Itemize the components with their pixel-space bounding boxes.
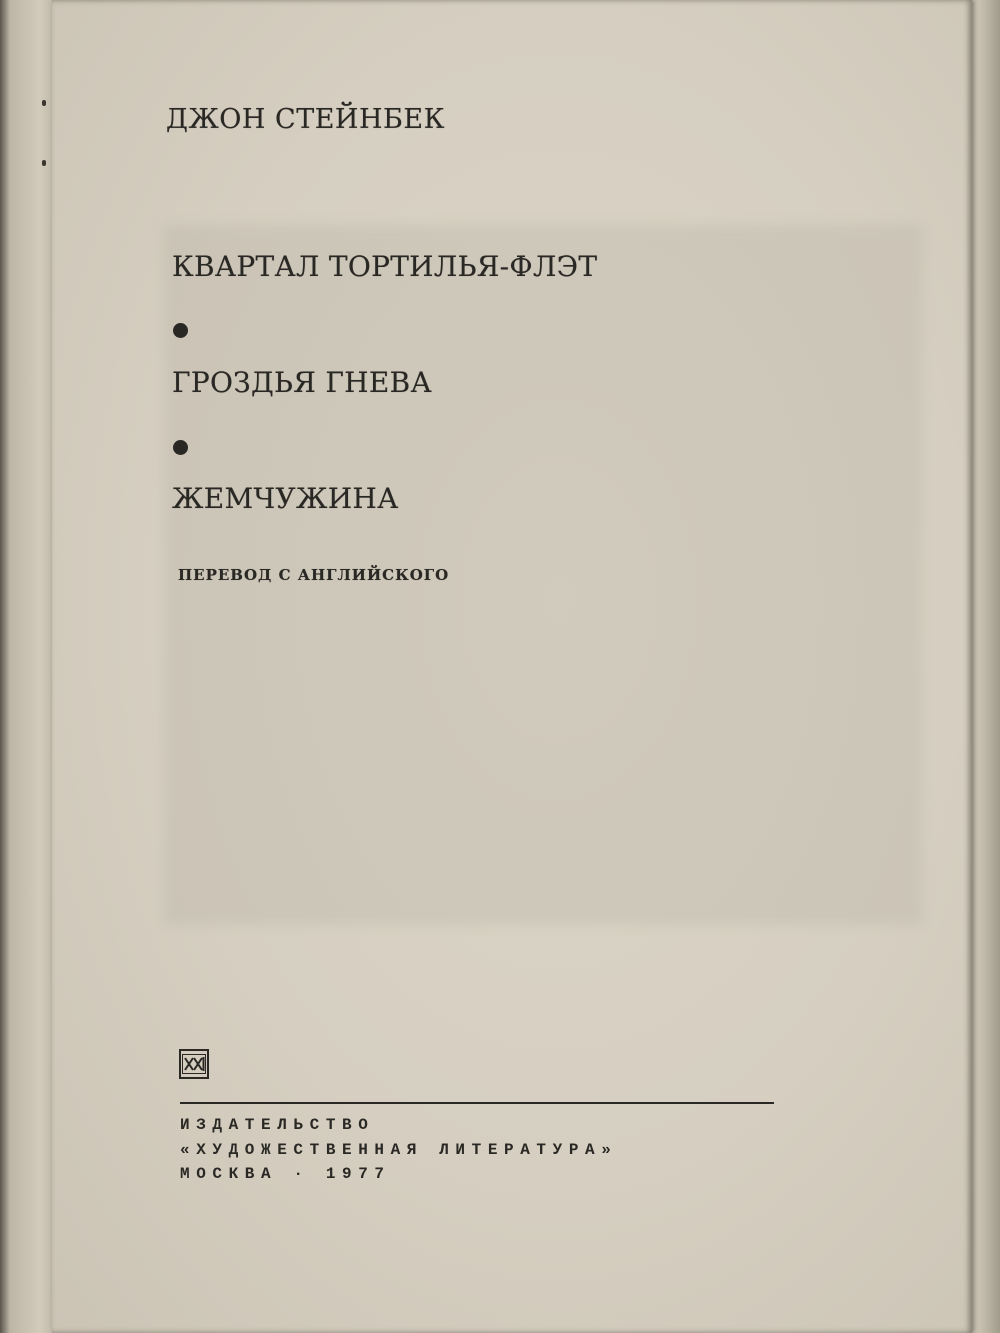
publisher-label: ИЗДАТЕЛЬСТВО (180, 1116, 375, 1134)
separator-bullet (173, 440, 188, 455)
separator-bullet (173, 323, 188, 338)
binding-mark (42, 100, 46, 106)
publisher-name: «ХУДОЖЕСТВЕННАЯ ЛИТЕРАТУРА» (180, 1141, 618, 1159)
author-name: ДЖОН СТЕЙНБЕК (166, 104, 445, 135)
work-title-the-pearl: ЖЕМЧУЖИНА (172, 482, 399, 515)
publisher-logo-icon (179, 1049, 209, 1079)
publisher-divider (180, 1102, 774, 1104)
binding-mark (42, 160, 46, 166)
work-title-tortilla-flat: КВАРТАЛ ТОРТИЛЬЯ-ФЛЭТ (172, 250, 598, 283)
work-title-grapes-of-wrath: ГРОЗДЬЯ ГНЕВА (172, 366, 433, 399)
publisher-logo-mark (182, 1054, 206, 1074)
translation-note: ПЕРЕВОД С АНГЛИЙСКОГО (178, 566, 450, 584)
publication-place-year: МОСКВА · 1977 (180, 1165, 391, 1183)
